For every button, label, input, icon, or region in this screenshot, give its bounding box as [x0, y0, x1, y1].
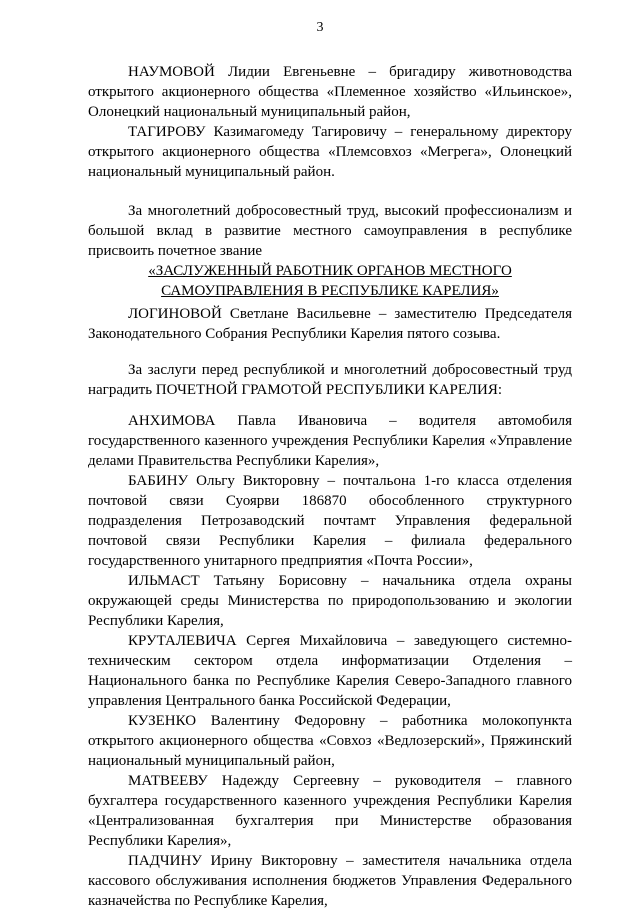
list-item: АНХИМОВА Павла Ивановича – водителя автомобиля государственного казенного учреждения Республики Карелия «Управление делами Правительства Республики Карелия»,: [88, 413, 572, 469]
list-item: БАБИНУ Ольгу Викторовну – почтальона 1-го класса отделения почтовой связи Суоярви 186870 обособленного структурного подразделения Петрозаводский почтамт Управления федеральной почтовой связи Республики Карелия – филиала федерального государственного унитарного предприятия «Почта России»,: [88, 473, 572, 569]
top-awards-section: [88, 62, 572, 182]
honorary-title-line-2: САМОУПРАВЛЕНИЯ В РЕСПУБЛИКЕ КАРЕЛИЯ»: [161, 283, 499, 299]
honorary-recipient: ЛОГИНОВОЙ Светлане Васильевне – заместителю Председателя Законодательного Собрания Республики Карелия пятого созыва.: [88, 306, 572, 342]
page-number: 3: [316, 20, 324, 35]
list-item: ИЛЬМАСТ Татьяну Борисовну – начальника отдела охраны окружающей среды Министерства по природопользованию и экологии Республики Карелия,: [88, 573, 572, 629]
diploma-intro-section: [88, 360, 572, 400]
honorary-recipient-section: [88, 304, 572, 344]
honorary-title-section: [88, 201, 572, 301]
list-item: ПАДЧИНУ Ирину Викторовну – заместителя начальника отдела кассового обслуживания исполнения бюджетов Управления Федерального казначейства по Республике Карелия,: [88, 853, 572, 909]
award-paragraph: НАУМОВОЙ Лидии Евгеньевне – бригадиру животноводства открытого акционерного общества «Племенное хозяйство «Ильинское», Олонецкий национальный муниципальный район,: [88, 64, 572, 120]
diploma-intro: За заслуги перед республикой и многолетний добросовестный труд наградить ПОЧЕТНОЙ ГРАМОТОЙ РЕСПУБЛИКИ КАРЕЛИЯ:: [88, 362, 572, 398]
honorary-intro: За многолетний добросовестный труд, высокий профессионализм и большой вклад в развитие местного самоуправления в республике присвоить почетное звание: [88, 203, 572, 259]
list-item: КРУТАЛЕВИЧА Сергея Михайловича – заведующего системно-техническим сектором отдела информатизации Отделения – Национального банка по Республике Карелия Северо-Западного главного управления Центрального банка Российской Федерации,: [88, 633, 572, 709]
award-paragraph: ТАГИРОВУ Казимагомеду Тагировичу – генеральному директору открытого акционерного общества «Племсовхоз «Мегрега», Олонецкий национальный муниципальный район.: [88, 124, 572, 180]
list-item: КУЗЕНКО Валентину Федоровну – работника молокопункта открытого акционерного общества «Совхоз «Ведлозерский», Пряжинский национальный муниципальный район,: [88, 713, 572, 769]
honorary-title-line-1: «ЗАСЛУЖЕННЫЙ РАБОТНИК ОРГАНОВ МЕСТНОГО: [148, 263, 512, 279]
list-item: МАТВЕЕВУ Надежду Сергеевну – руководителя – главного бухгалтера государственного казенного учреждения Республики Карелия «Централизованная бухгалтерия при Министерстве образования Республики Карелия»,: [88, 773, 572, 849]
diploma-recipients-list: [88, 411, 572, 911]
